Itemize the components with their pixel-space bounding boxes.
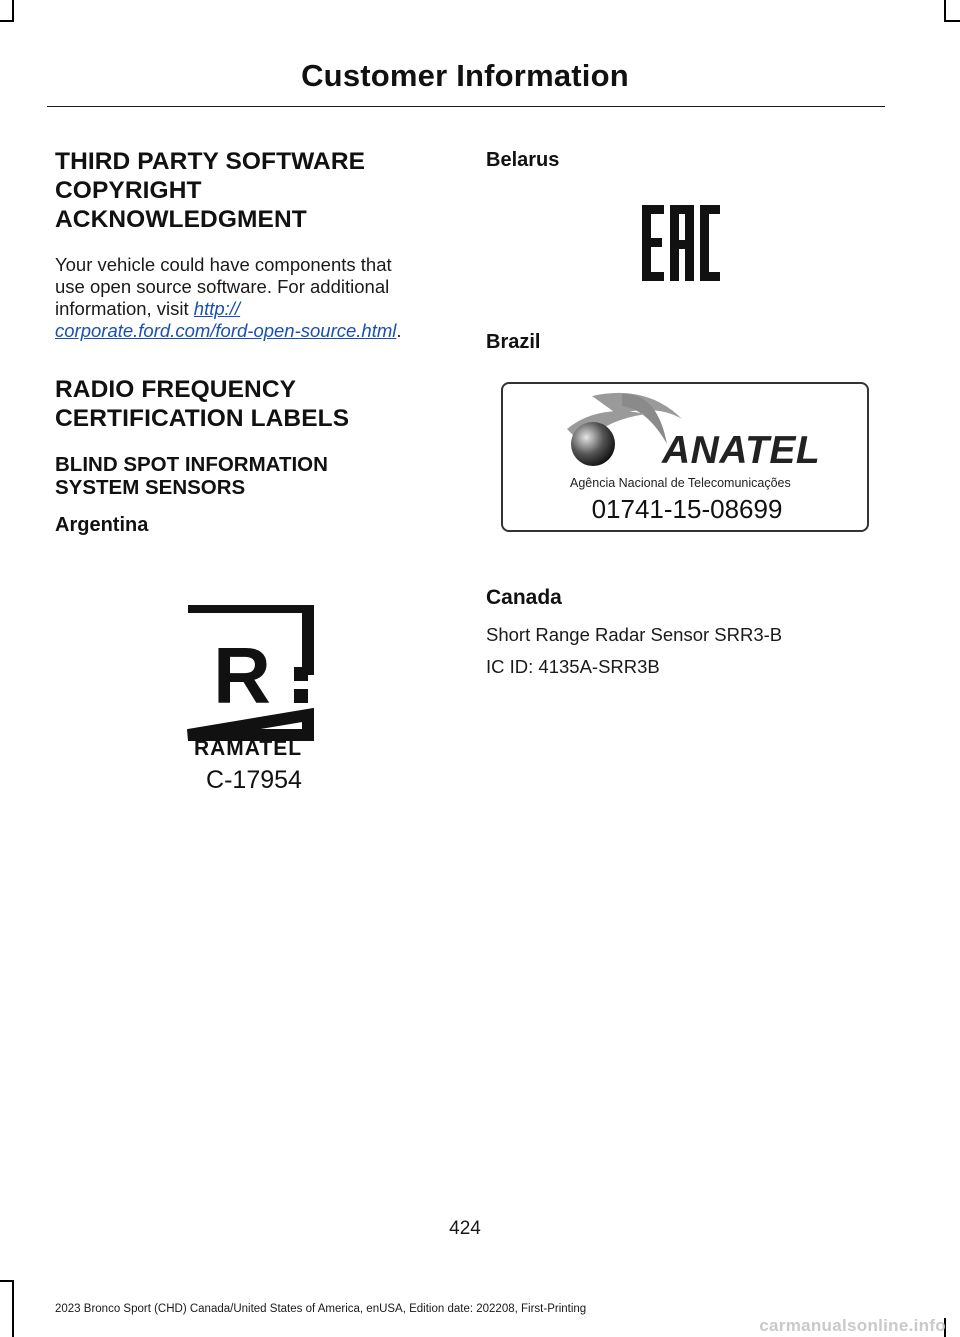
subheading-line: SYSTEM SENSORS	[55, 476, 246, 499]
anatel-code: 01741-15-08699	[591, 494, 783, 524]
argentina-heading: Argentina	[55, 514, 149, 536]
heading-line: CERTIFICATION LABELS	[55, 405, 350, 432]
open-source-link-continued[interactable]: corporate.ford.com/ford-open-source.html	[55, 320, 397, 341]
ramatel-label: RAMATEL	[193, 737, 303, 760]
ramatel-logo	[186, 605, 316, 795]
section-heading-radio-frequency	[55, 375, 450, 433]
paragraph-text: information, visit	[55, 298, 194, 319]
left-column	[55, 143, 450, 537]
crop-mark-bottom-left	[12, 1280, 14, 1337]
anatel-label	[497, 374, 877, 537]
subheading-blind-spot	[55, 453, 450, 499]
canada-sensor-name: Short Range Radar Sensor SRR3-B	[486, 624, 783, 645]
paragraph-line	[55, 320, 450, 342]
page-number: 424	[449, 1218, 481, 1239]
heading-line: ACKNOWLEDGMENT	[55, 206, 307, 233]
anatel-agency: Agência Nacional de Telecomunicações	[570, 476, 791, 490]
belarus-heading: Belarus	[486, 149, 560, 171]
canada-ic-id: IC ID: 4135A-SRR3B	[486, 656, 660, 677]
title-divider	[47, 106, 885, 107]
section-heading-third-party	[55, 147, 450, 234]
edition-footer: 2023 Bronco Sport (CHD) Canada/United States of America, enUSA, Edition date: 202208, First-Printing	[55, 1303, 587, 1315]
crop-mark-bottom-left-h	[0, 1280, 14, 1282]
watermark: carmanualsonline.info	[759, 1316, 946, 1335]
open-source-paragraph	[55, 254, 450, 342]
heading-line: RADIO FREQUENCY	[55, 376, 297, 403]
eac-mark-icon	[642, 205, 720, 281]
ramatel-code: C-17954	[206, 766, 302, 794]
paragraph-line: Your vehicle could have components that	[55, 254, 392, 275]
eac-mark	[642, 205, 720, 281]
brazil-heading: Brazil	[486, 331, 541, 353]
crop-mark-top-right-h	[944, 20, 960, 22]
crop-mark-top-right	[944, 0, 946, 22]
heading-line: THIRD PARTY SOFTWARE	[55, 148, 366, 175]
paragraph-text: .	[396, 320, 402, 341]
open-source-link[interactable]: http://	[193, 298, 241, 319]
svg-text:R: R	[213, 631, 271, 720]
anatel-name: ANATEL	[662, 429, 821, 472]
crop-mark-top-left	[12, 0, 14, 22]
right-column	[486, 143, 886, 172]
subheading-line: BLIND SPOT INFORMATION	[55, 453, 328, 476]
page-title: Customer Information	[301, 58, 629, 93]
canada-heading: Canada	[486, 586, 562, 609]
paragraph-line: use open source software. For additional	[55, 276, 390, 297]
canada-section	[486, 586, 886, 678]
paragraph-line	[55, 298, 450, 320]
heading-line: COPYRIGHT	[55, 177, 202, 204]
crop-mark-top-left-h	[0, 20, 14, 22]
